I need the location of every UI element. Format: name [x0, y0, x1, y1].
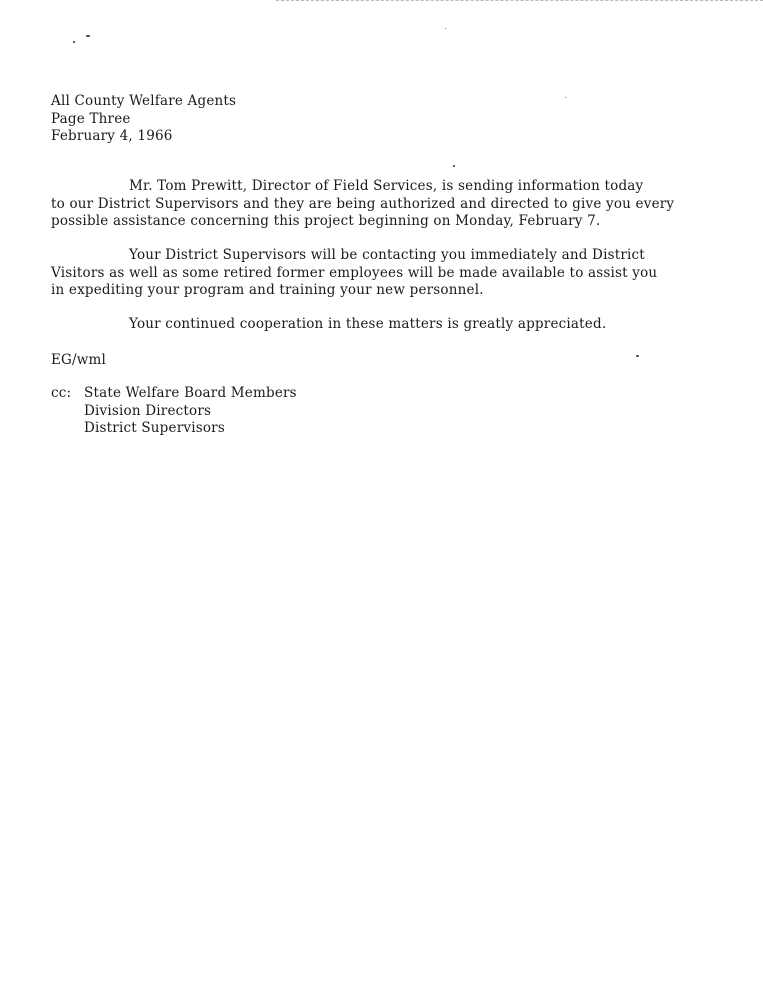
paragraph-line: Mr. Tom Prewitt, Director of Field Services, is sending information today	[129, 178, 644, 194]
date-line: February 4, 1966	[51, 128, 173, 144]
scan-speck	[73, 41, 75, 43]
cc-recipient: Division Directors	[84, 402, 212, 419]
cc-row	[51, 385, 297, 403]
scan-speck	[86, 35, 90, 37]
top-edge-dashes	[276, 0, 763, 1]
body-paragraph-1	[51, 178, 731, 231]
cc-list	[51, 385, 297, 438]
body-paragraph-3	[51, 316, 731, 334]
paragraph-line: possible assistance concerning this project beginning on Monday, February 7.	[51, 213, 601, 229]
recipient-line: All County Welfare Agents	[51, 93, 237, 109]
body-paragraph-2	[51, 247, 731, 300]
paragraph-line: Your District Supervisors will be contacting you immediately and District	[129, 247, 645, 263]
cc-label: cc:	[51, 385, 72, 401]
cc-recipient: District Supervisors	[84, 420, 225, 436]
paragraph-line: to our District Supervisors and they are being authorized and directed to give you every	[51, 195, 675, 212]
scan-speck	[636, 355, 639, 357]
letter-header	[51, 93, 236, 146]
scan-speck	[445, 28, 446, 29]
paragraph-line: Visitors as well as some retired former employees will be made available to assist you	[51, 264, 658, 281]
scan-speck	[453, 165, 455, 167]
page-number-line: Page Three	[51, 110, 131, 127]
scan-speck	[565, 97, 566, 98]
paragraph-line: Your continued cooperation in these matters is greatly appreciated.	[129, 316, 607, 332]
typist-initials: EG/wml	[51, 352, 107, 368]
cc-recipient: State Welfare Board Members	[84, 385, 297, 401]
paragraph-line: in expediting your program and training your new personnel.	[51, 282, 484, 298]
